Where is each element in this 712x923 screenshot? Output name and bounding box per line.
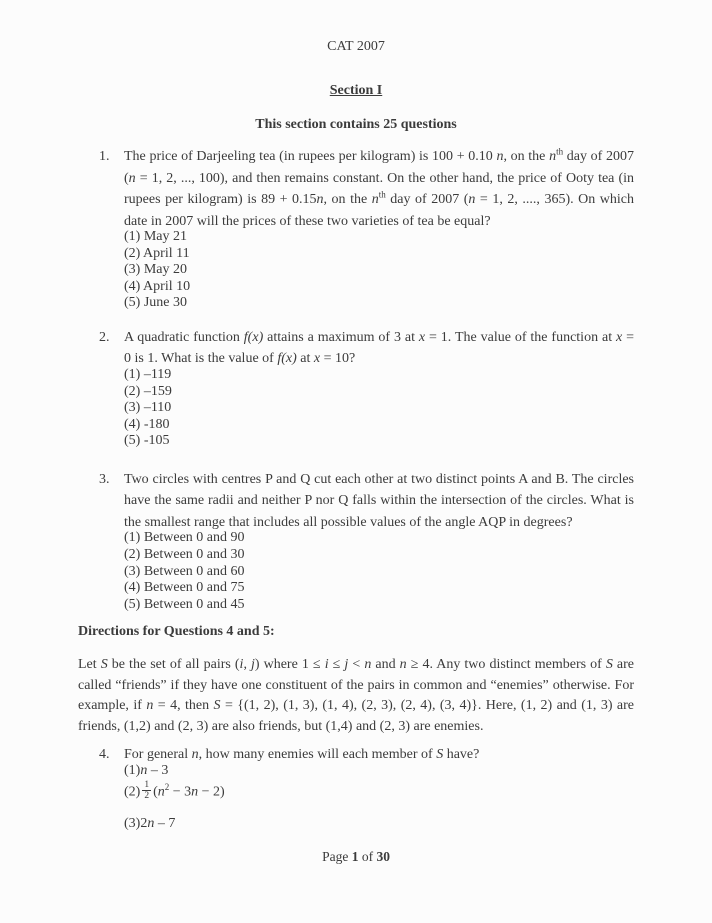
section-subtitle: This section contains 25 questions [255,117,457,132]
question-2-text: A quadratic function f(x) attains a maximum of 3 at x = 1. The value of the function at x = 0 is 1. What is the value of f(x) at x = 10? [124,329,635,367]
option-line: (1) –119 [124,366,172,382]
option-line: (3) May 20 [124,262,187,278]
question-1 [78,146,634,312]
option-line: (5) Between 0 and 45 [124,596,245,612]
question-3 [78,469,634,613]
option-line: (1)n – 3 [124,762,169,778]
option-line: (3)2n – 7 [124,816,176,832]
option-line: (1) Between 0 and 90 [124,530,245,546]
question-2-options [124,367,634,450]
directions-heading: Directions for Questions 4 and 5: [78,624,275,640]
option-line: (2) –159 [124,383,172,399]
question-4 [78,744,634,833]
section-title [78,80,634,102]
option-line: (3) –110 [124,400,172,416]
question-4-text: For general n, how many enemies will each member of S have? [124,747,480,763]
option-line: (4) April 10 [124,278,191,294]
question-2-number: 2. [99,329,110,345]
option-line: (4) -180 [124,416,170,432]
option-line: (3) Between 0 and 60 [124,563,245,579]
question-3-text: Two circles with centres P and Q cut each other at two distinct points A and B. The circles have the same radii and neither P nor Q falls within the intersection of the circles. What is the smallest range that includes all possible values of the angle AQP in degrees? [124,471,634,530]
fraction: $\frac{1}{2}$ [144,779,150,802]
option-line: (5) June 30 [124,295,187,311]
question-4-options [124,763,634,833]
directions-body: Let S be the set of all pairs (i, j) where 1 ≤ i ≤ j < n and n ≥ 4. Any two distinct members of S are called “friends” if they have one constituent of the pairs in common and “enemies” otherwise. For example, if n = 4, then S = {(1, 2), (1, 3), (1, 4), (2, 3), (2, 4), (3, 4)}. Here, (1, 2) and (1, 3) are friends, (1,2) and (2, 3) are also friends, but (1,4) and (2, 3) are enemies. [78,657,635,734]
question-4-number: 4. [99,747,110,763]
section-title-text: Section I [329,83,383,98]
option-line: (2) April 11 [124,245,190,261]
option-line: (2) $\frac{1}{2}$ $(n^2 - 3n - 2)$ [124,779,225,802]
question-1-text: The price of Darjeeling tea (in rupees per kilogram) is 100 + 0.10 n, on the $n^{th}$ day of 2007 (n = 1, 2, ..., 100), and then remains constant. On the other hand, the price of Ooty tea (in rupees per kilogram) is 89 + 0.15n, on the $n^{th}$ day of 2007 (n = 1, 2, ...., 365). On which date in 2007 will the prices of these two varieties of tea be equal? [124,146,634,229]
option-line: (1) May 21 [124,229,187,244]
option-line: (5) -105 [124,433,170,449]
question-3-number: 3. [99,471,110,487]
question-2 [78,327,634,450]
option-line: (4) Between 0 and 75 [124,580,245,596]
page-footer: Page 1 of 30 [322,849,390,864]
question-3-options [124,530,634,613]
question-1-number: 1. [99,149,110,164]
question-1-options [124,229,634,312]
option-line: (2) Between 0 and 30 [124,547,245,563]
exam-title: CAT 2007 [327,39,385,54]
